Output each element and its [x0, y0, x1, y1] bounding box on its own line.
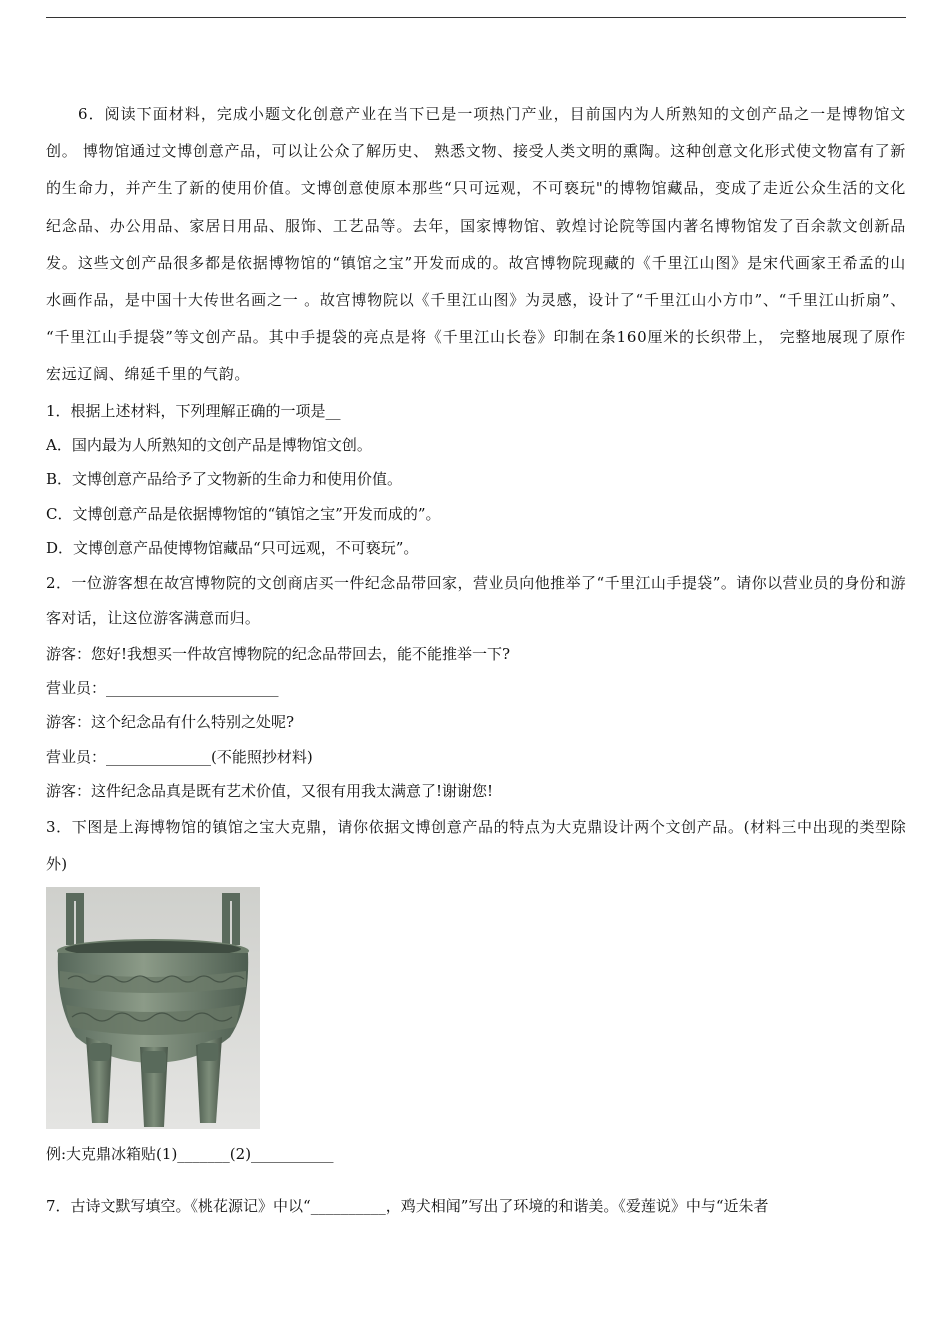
- question-1-option-a: A．国内最为人所熟知的文创产品是博物馆文创。: [46, 436, 372, 455]
- question-1-option-c: C．文博创意产品是依据博物馆的“镇馆之宝”开发而成的”。: [46, 504, 441, 523]
- dialogue-visitor-3: 游客：这件纪念品真是既有艺术价值，又很有用我太满意了!谢谢您!: [46, 782, 494, 801]
- dialogue-visitor-2: 游客：这个纪念品有什么特别之处呢?: [46, 713, 295, 732]
- question-7-stem: 7．古诗文默写填空。《桃花源记》中以“__________，鸡犬相闻”写出了环境的和谐美。《爱莲说》中与“近朱者: [46, 1197, 769, 1216]
- reading-passage: 6．阅读下面材料，完成小题文化创意产业在当下已是一项热门产业，目前国内为人所熟知的文创产品之一是博物馆文创。 博物馆通过文博创意产品，可以让公众了解历史、 熟悉文物、接受人类文明的熏陶。这种创意文化形式使文物富有了新的生命力，并产生了新的使用价值。文博创意使原本那些“只可远观，不可亵玩"的博物馆藏品，变成了走近公众生活的文化纪念品、办公用品、家居日用品、服饰、工艺品等。去年，国家博物馆、敦煌讨论院等国内著名博物馆发了百余款文创新品发。这些文创产品很多都是依据博物馆的“镇馆之宝”开发而成的。故宫博物院现藏的《千里江山图》是宋代画家王希孟的山水画作品，是中国十大传世名画之一 。故宫博物院以《千里江山图》为灵感，设计了“千里江山小方巾”、“千里江山折扇”、 “千里江山手提袋”等文创产品。其中手提袋的亮点是将《千里江山长卷》印制在条160厘米的长织带上， 完整地展现了原作宏远辽阔、绵延千里的气韵。: [46, 105, 906, 384]
- question-1-option-b: B．文博创意产品给予了文物新的生命力和使用价值。: [46, 470, 403, 489]
- da-ke-ding-photo: [46, 887, 260, 1129]
- dialogue-clerk-1: 营业员：_______________________: [46, 679, 279, 698]
- bronze-ding-icon: [46, 887, 260, 1129]
- question-2-stem: 2．一位游客想在故宫博物院的文创商店买一件纪念品带回家，营业员向他推举了“千里江山手提袋”。请你以营业员的身份和游客对话，让这位游客满意而归。: [46, 573, 906, 628]
- header-rule: [46, 17, 906, 18]
- exam-content: [46, 96, 906, 1224]
- question-3-stem: 3．下图是上海博物馆的镇馆之宝大克鼎，请你依据文博创意产品的特点为大克鼎设计两个文创产品。(材料三中出现的类型除外): [46, 817, 906, 873]
- dialogue-clerk-2: 营业员：______________(不能照抄材料): [46, 747, 313, 766]
- dialogue-visitor-1: 游客：您好!我想买一件故宫博物院的纪念品带回去，能不能推举一下?: [46, 644, 511, 663]
- section-gap: [46, 1171, 906, 1189]
- question-1-option-d: D．文博创意产品使博物馆藏品“只可远观，不可亵玩”。: [46, 539, 419, 558]
- question-1-stem: 1．根据上述材料，下列理解正确的一项是__: [46, 401, 341, 420]
- question-3-example: 例:大克鼎冰箱贴(1)_______(2)___________: [46, 1144, 334, 1163]
